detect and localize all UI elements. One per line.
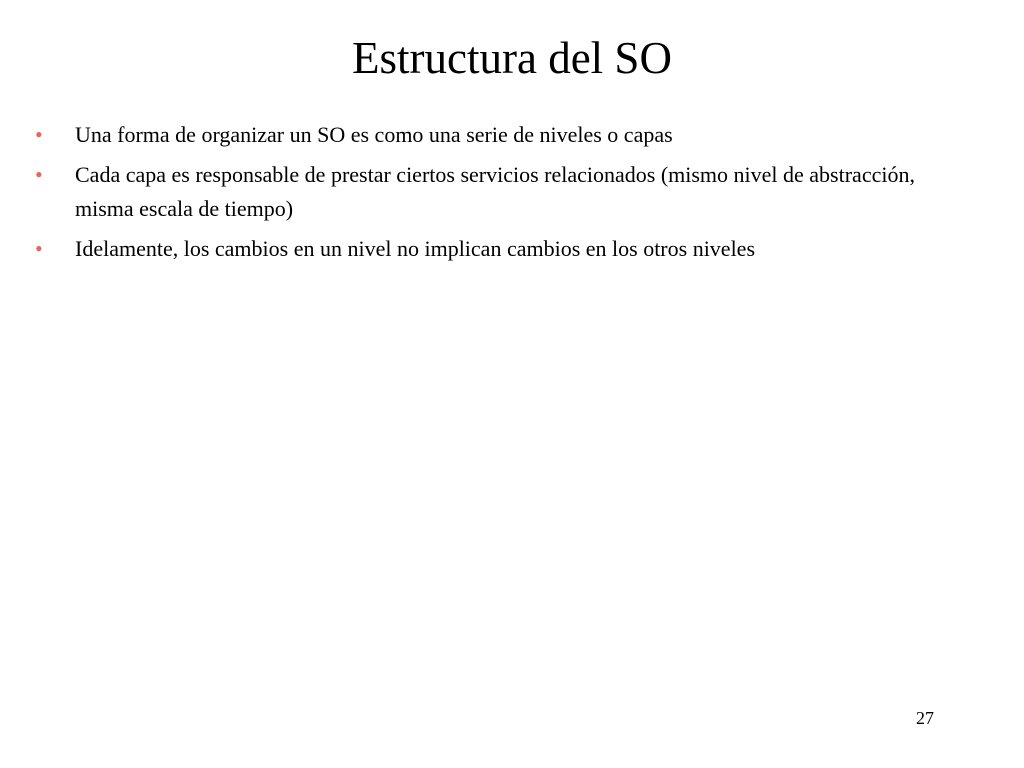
bullet-item <box>35 232 975 266</box>
bullet-icon: • <box>35 236 43 261</box>
bullet-list <box>35 118 975 272</box>
bullet-item <box>35 118 975 152</box>
bullet-icon: • <box>35 122 43 147</box>
slide-title: Estructura del SO <box>352 33 672 83</box>
bullet-text: Una forma de organizar un SO es como una serie de niveles o capas <box>75 122 673 147</box>
bullet-item <box>35 158 975 226</box>
bullet-text: Idelamente, los cambios en un nivel no implican cambios en los otros niveles <box>75 236 756 261</box>
bullet-text: Cada capa es responsable de prestar ciertos servicios relacionados (mismo nivel de abstracción, misma escala de tiempo) <box>75 162 915 221</box>
page-number: 27 <box>916 708 934 728</box>
bullet-icon: • <box>35 162 43 187</box>
